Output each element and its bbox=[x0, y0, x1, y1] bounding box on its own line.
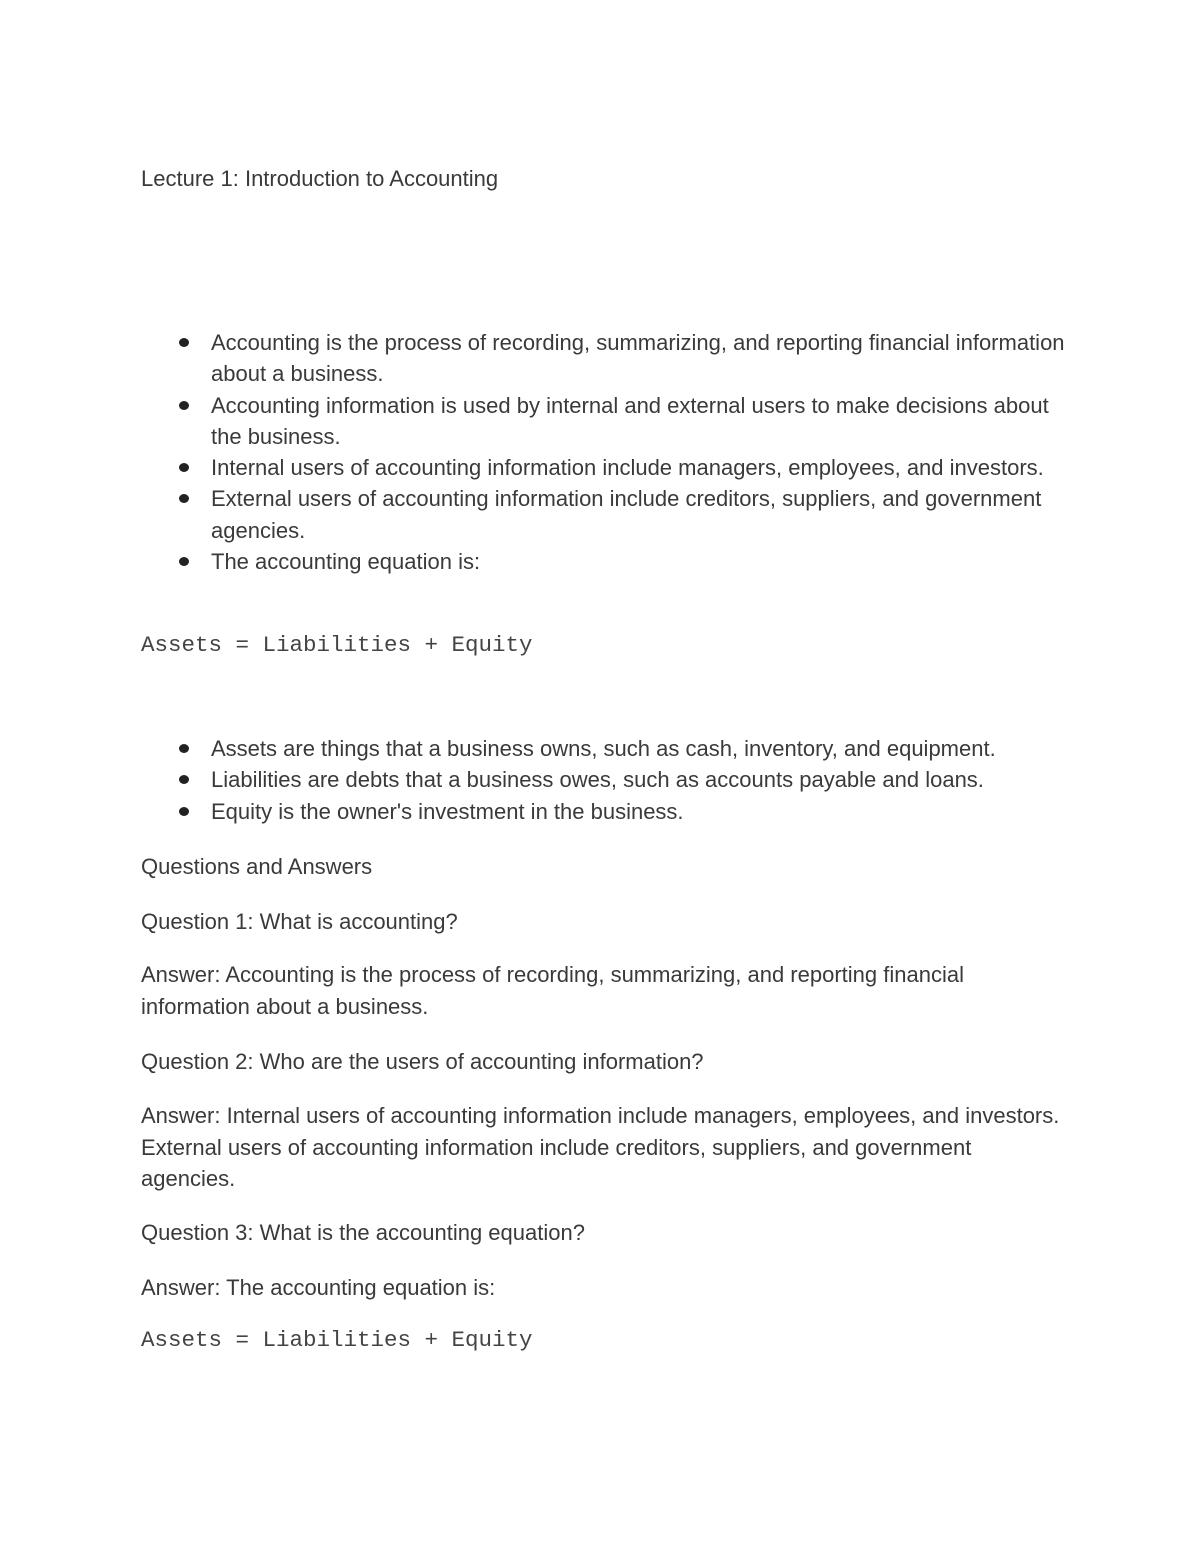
list-item: External users of accounting information include creditors, suppliers, and government agencies. bbox=[0, 483, 1071, 546]
list-item: Equity is the owner's investment in the business. bbox=[0, 796, 1071, 827]
bullet-icon bbox=[179, 494, 189, 503]
list-item: The accounting equation is: bbox=[0, 546, 1071, 577]
answer-2: Answer: Internal users of accounting information include managers, employees, and investors. External users of accounting information include creditors, suppliers, and government agencies. bbox=[141, 1103, 1060, 1191]
lecture-title: Lecture 1: Introduction to Accounting bbox=[141, 166, 499, 191]
bullet-icon bbox=[179, 744, 189, 753]
question-1: Question 1: What is accounting? bbox=[141, 909, 458, 934]
qa-heading: Questions and Answers bbox=[141, 854, 373, 879]
bullet-icon bbox=[179, 557, 189, 566]
question-2: Question 2: Who are the users of accounting information? bbox=[141, 1049, 704, 1074]
list-item: Internal users of accounting information include managers, employees, and investors. bbox=[0, 452, 1071, 483]
list-item: Liabilities are debts that a business owes, such as accounts payable and loans. bbox=[0, 764, 1071, 795]
accounting-equation-answer: Assets = Liabilities + Equity bbox=[141, 1327, 533, 1353]
intro-bullet-list bbox=[0, 327, 1071, 577]
question-3: Question 3: What is the accounting equation? bbox=[141, 1220, 585, 1245]
list-item: Accounting information is used by internal and external users to make decisions about the business. bbox=[0, 390, 1071, 453]
answer-3: Answer: The accounting equation is: bbox=[141, 1275, 496, 1300]
bullet-icon bbox=[179, 807, 189, 816]
bullet-icon bbox=[179, 338, 189, 347]
list-item: Assets are things that a business owns, such as cash, inventory, and equipment. bbox=[0, 733, 1071, 764]
accounting-equation: Assets = Liabilities + Equity bbox=[141, 632, 533, 658]
answer-1: Answer: Accounting is the process of recording, summarizing, and reporting financial information about a business. bbox=[141, 962, 964, 1019]
bullet-icon bbox=[179, 775, 189, 784]
bullet-icon bbox=[179, 463, 189, 472]
list-item: Accounting is the process of recording, summarizing, and reporting financial information about a business. bbox=[0, 327, 1071, 390]
bullet-icon bbox=[179, 401, 189, 410]
equation-terms-list bbox=[0, 733, 1071, 827]
